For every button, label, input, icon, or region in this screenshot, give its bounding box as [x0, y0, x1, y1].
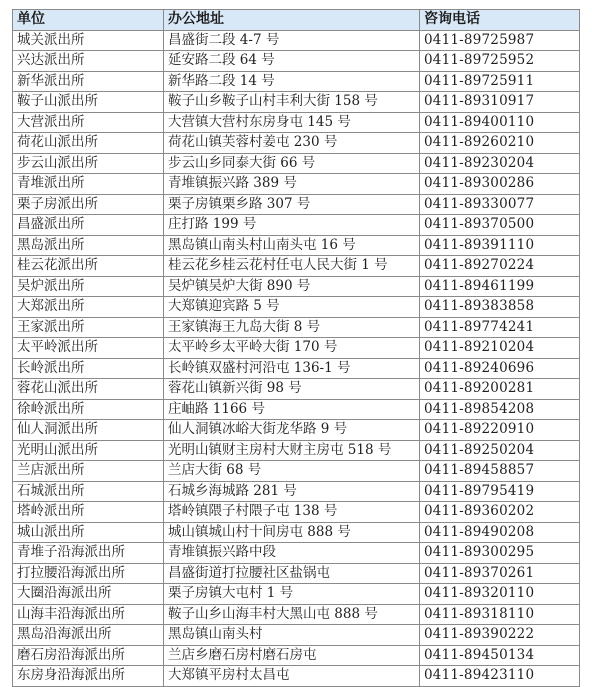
unit-cell: 吴炉派出所 — [13, 276, 164, 297]
phone-cell: 0411-89320110 — [420, 584, 580, 605]
table-row — [13, 112, 580, 133]
phone-cell: 0411-89230204 — [420, 153, 580, 174]
unit-cell: 黑岛派出所 — [13, 235, 164, 256]
address-cell: 昌盛街二段 4-7 号 — [164, 30, 420, 51]
table-row — [13, 502, 580, 523]
phone-cell: 0411-89300295 — [420, 543, 580, 564]
table-row — [13, 30, 580, 51]
phone-cell: 0411-89383858 — [420, 297, 580, 318]
unit-cell: 城山派出所 — [13, 522, 164, 543]
phone-cell: 0411-89318110 — [420, 604, 580, 625]
unit-cell: 山海丰沿海派出所 — [13, 604, 164, 625]
phone-cell: 0411-89725911 — [420, 71, 580, 92]
address-cell: 兰店乡磨石房村磨石房屯 — [164, 645, 420, 666]
unit-cell: 兰店派出所 — [13, 461, 164, 482]
address-cell: 大郑镇平房村太昌屯 — [164, 666, 420, 687]
phone-cell: 0411-89423110 — [420, 666, 580, 687]
unit-cell: 长岭派出所 — [13, 358, 164, 379]
phone-cell: 0411-89391110 — [420, 235, 580, 256]
table-row — [13, 338, 580, 359]
phone-cell: 0411-89300286 — [420, 174, 580, 195]
unit-cell: 青堆子沿海派出所 — [13, 543, 164, 564]
address-cell: 太平岭乡太平岭大街 170 号 — [164, 338, 420, 359]
phone-cell: 0411-89310917 — [420, 92, 580, 113]
address-cell: 庄岫路 1166 号 — [164, 399, 420, 420]
phone-cell: 0411-89390222 — [420, 625, 580, 646]
table-row — [13, 153, 580, 174]
unit-cell: 打拉腰沿海派出所 — [13, 563, 164, 584]
table-row — [13, 522, 580, 543]
unit-cell: 桂云花派出所 — [13, 256, 164, 277]
phone-cell: 0411-89854208 — [420, 399, 580, 420]
address-cell: 桂云花乡桂云花村任屯人民大街 1 号 — [164, 256, 420, 277]
unit-cell: 荷花山派出所 — [13, 133, 164, 154]
address-cell: 大营镇大营村东房身屯 145 号 — [164, 112, 420, 133]
phone-cell: 0411-89240696 — [420, 358, 580, 379]
table-row — [13, 625, 580, 646]
phone-cell: 0411-89490208 — [420, 522, 580, 543]
address-cell: 青堆镇振兴路中段 — [164, 543, 420, 564]
unit-cell: 徐岭派出所 — [13, 399, 164, 420]
table-row — [13, 358, 580, 379]
phone-cell: 0411-89270224 — [420, 256, 580, 277]
unit-cell: 大郑派出所 — [13, 297, 164, 318]
unit-cell: 步云山派出所 — [13, 153, 164, 174]
table-row — [13, 399, 580, 420]
phone-cell: 0411-89725987 — [420, 30, 580, 51]
unit-cell: 栗子房派出所 — [13, 194, 164, 215]
address-cell: 栗子房镇栗乡路 307 号 — [164, 194, 420, 215]
address-cell: 大郑镇迎宾路 5 号 — [164, 297, 420, 318]
address-cell: 黑岛镇山南头村 — [164, 625, 420, 646]
unit-cell: 仙人洞派出所 — [13, 420, 164, 441]
table-row — [13, 645, 580, 666]
unit-cell: 王家派出所 — [13, 317, 164, 338]
address-cell: 新华路二段 14 号 — [164, 71, 420, 92]
police-station-directory — [12, 9, 579, 687]
header-unit: 单位 — [13, 10, 164, 31]
header-row — [13, 10, 580, 31]
table-row — [13, 379, 580, 400]
phone-cell: 0411-89250204 — [420, 440, 580, 461]
phone-cell: 0411-89260210 — [420, 133, 580, 154]
header-phone: 咨询电话 — [420, 10, 580, 31]
address-cell: 兰店大街 68 号 — [164, 461, 420, 482]
unit-cell: 大圈沿海派出所 — [13, 584, 164, 605]
address-cell: 吴炉镇吴炉大街 890 号 — [164, 276, 420, 297]
table-body — [13, 30, 580, 686]
phone-cell: 0411-89774241 — [420, 317, 580, 338]
unit-cell: 东房身沿海派出所 — [13, 666, 164, 687]
phone-cell: 0411-89370261 — [420, 563, 580, 584]
address-cell: 延安路二段 64 号 — [164, 51, 420, 72]
phone-cell: 0411-89450134 — [420, 645, 580, 666]
address-cell: 塔岭镇隈子村隈子屯 138 号 — [164, 502, 420, 523]
phone-cell: 0411-89200281 — [420, 379, 580, 400]
header-address: 办公地址 — [164, 10, 420, 31]
table-row — [13, 420, 580, 441]
unit-cell: 大营派出所 — [13, 112, 164, 133]
table-row — [13, 51, 580, 72]
unit-cell: 昌盛派出所 — [13, 215, 164, 236]
unit-cell: 新华派出所 — [13, 71, 164, 92]
phone-cell: 0411-89330077 — [420, 194, 580, 215]
phone-cell: 0411-89458857 — [420, 461, 580, 482]
table-row — [13, 71, 580, 92]
unit-cell: 石城派出所 — [13, 481, 164, 502]
table-row — [13, 276, 580, 297]
phone-cell: 0411-89210204 — [420, 338, 580, 359]
address-cell: 蓉花山镇新兴街 98 号 — [164, 379, 420, 400]
table-row — [13, 440, 580, 461]
table-row — [13, 543, 580, 564]
unit-cell: 青堆派出所 — [13, 174, 164, 195]
table-row — [13, 317, 580, 338]
phone-cell: 0411-89400110 — [420, 112, 580, 133]
address-cell: 光明山镇财主房村大财主房屯 518 号 — [164, 440, 420, 461]
phone-cell: 0411-89220910 — [420, 420, 580, 441]
phone-cell: 0411-89360202 — [420, 502, 580, 523]
address-cell: 鞍子山乡山海丰村大黑山屯 888 号 — [164, 604, 420, 625]
table-row — [13, 461, 580, 482]
address-cell: 荷花山镇芙蓉村姜屯 230 号 — [164, 133, 420, 154]
unit-cell: 太平岭派出所 — [13, 338, 164, 359]
unit-cell: 黑岛沿海派出所 — [13, 625, 164, 646]
table-row — [13, 481, 580, 502]
address-cell: 黑岛镇山南头村山南头屯 16 号 — [164, 235, 420, 256]
phone-cell: 0411-89461199 — [420, 276, 580, 297]
table-row — [13, 604, 580, 625]
address-cell: 青堆镇振兴路 389 号 — [164, 174, 420, 195]
table-row — [13, 297, 580, 318]
unit-cell: 磨石房沿海派出所 — [13, 645, 164, 666]
address-cell: 庄打路 199 号 — [164, 215, 420, 236]
address-cell: 鞍子山乡鞍子山村丰利大街 158 号 — [164, 92, 420, 113]
address-cell: 城山镇城山村十间房屯 888 号 — [164, 522, 420, 543]
address-cell: 步云山乡同泰大街 66 号 — [164, 153, 420, 174]
table-row — [13, 194, 580, 215]
address-cell: 仙人洞镇冰峪大街龙华路 9 号 — [164, 420, 420, 441]
phone-cell: 0411-89795419 — [420, 481, 580, 502]
table-row — [13, 584, 580, 605]
table-row — [13, 133, 580, 154]
table-row — [13, 215, 580, 236]
unit-cell: 兴达派出所 — [13, 51, 164, 72]
directory-table — [12, 9, 580, 687]
unit-cell: 城关派出所 — [13, 30, 164, 51]
table-row — [13, 235, 580, 256]
unit-cell: 塔岭派出所 — [13, 502, 164, 523]
address-cell: 石城乡海城路 281 号 — [164, 481, 420, 502]
address-cell: 长岭镇双盛村河沿屯 136-1 号 — [164, 358, 420, 379]
unit-cell: 蓉花山派出所 — [13, 379, 164, 400]
table-row — [13, 174, 580, 195]
phone-cell: 0411-89725952 — [420, 51, 580, 72]
table-row — [13, 256, 580, 277]
table-header — [13, 10, 580, 31]
table-row — [13, 92, 580, 113]
unit-cell: 光明山派出所 — [13, 440, 164, 461]
address-cell: 昌盛街道打拉腰社区盐锅屯 — [164, 563, 420, 584]
unit-cell: 鞍子山派出所 — [13, 92, 164, 113]
address-cell: 王家镇海王九岛大街 8 号 — [164, 317, 420, 338]
table-row — [13, 563, 580, 584]
phone-cell: 0411-89370500 — [420, 215, 580, 236]
address-cell: 栗子房镇大屯村 1 号 — [164, 584, 420, 605]
